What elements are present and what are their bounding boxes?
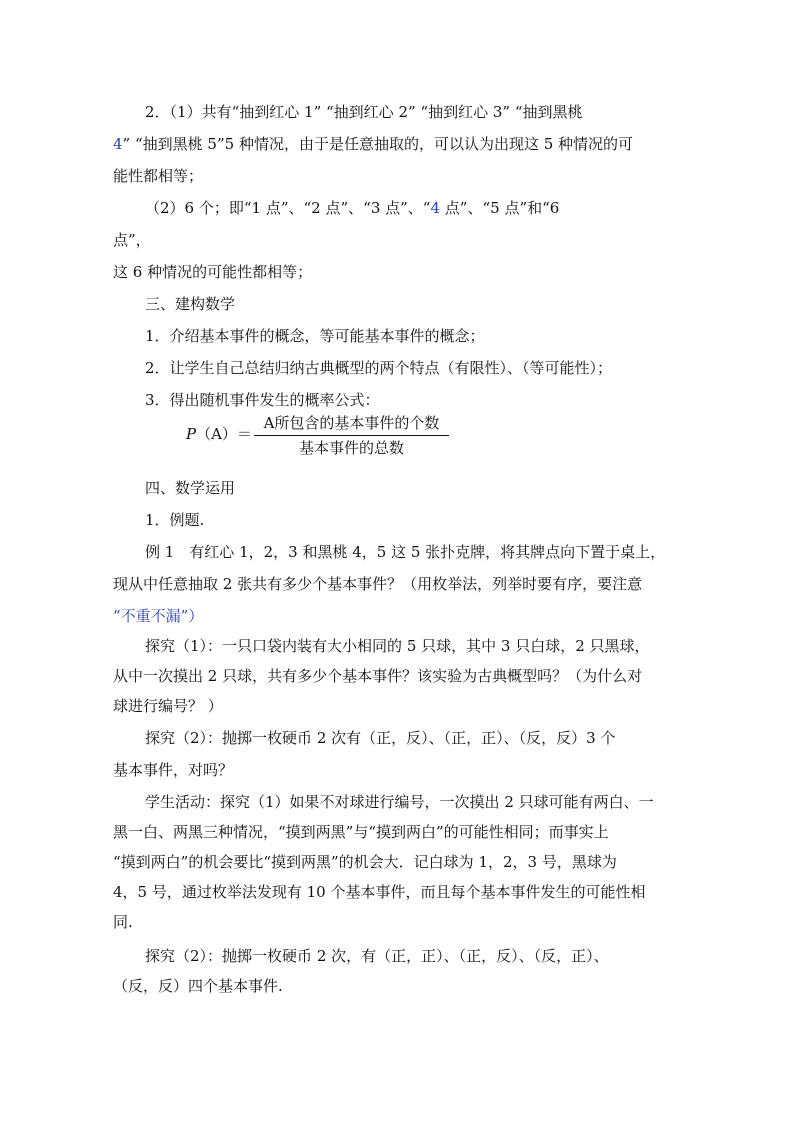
section-4-sub: 1．例题.: [145, 511, 205, 529]
explore-2b-line-1: 探究（2）：抛掷一枚硬币 2 次，有（正，正）、（正，反）、（反，正）、: [145, 947, 609, 965]
explore-2-line-1: 探究（2）：抛掷一枚硬币 2 次有（正，反）、（正，正）、（反，反）3 个: [145, 729, 616, 747]
sub2-text-a: （2）6 个；即“1 点”、“2 点”、“3 点”、“: [145, 199, 431, 217]
blue-number: 4: [113, 135, 123, 153]
activity-line-2: 黑一白、两黑三种情况，“摸到两黑”与“摸到两白”的可能性相同；而事实上: [113, 823, 609, 841]
formula-denominator: 基本事件的总数: [298, 439, 404, 457]
explore-2-line-2: 基本事件，对吗？: [113, 761, 234, 779]
item-2-sub2-line-2: 点”，: [113, 231, 151, 249]
formula-fraction: [254, 412, 449, 459]
activity-line-1: 学生活动：探究（1）如果不对球进行编号，一次摸出 2 只球可能有两白、一: [145, 793, 654, 811]
sub2-text-b: 点”、“5 点”和“6: [440, 199, 560, 217]
explore-1-line-1: 探究（1）：一只口袋内装有大小相同的 5 只球，其中 3 只白球，2 只黑球，: [145, 637, 650, 655]
probability-formula: [186, 412, 486, 460]
fraction-bar: [254, 435, 449, 436]
blue-number: 4: [430, 199, 441, 217]
explore-1-line-3: 球进行编号？ ）: [113, 697, 223, 715]
section-heading-3: 三、建构数学: [145, 295, 236, 313]
item-2-line-2-text: ” “抽到黑桃 5”5 种情况，由于是任意抽取的，可以认为出现这 5 种情况的可: [122, 135, 634, 153]
formula-lhs: [186, 422, 252, 446]
example-1-line-1: 例 1 有红心 1，2，3 和黑桃 4，5 这 5 张扑克牌，将其牌点向下置于桌上，: [145, 543, 666, 561]
section-3-item-3: 3．得出随机事件发生的概率公式：: [145, 391, 380, 409]
section-heading-4: 四、数学运用: [145, 479, 236, 497]
activity-line-3: “摸到两白”的机会要比“摸到两黑”的机会大．记白球为 1，2，3 号，黑球为: [113, 853, 617, 871]
example-1-line-2: 现从中任意抽取 2 张共有多少个基本事件？（用枚举法，列举时要有序，要注意: [113, 575, 643, 593]
activity-line-5: 同.: [113, 913, 133, 931]
formula-numerator: A所包含的基本事件的个数: [263, 414, 440, 432]
formula-p: P: [186, 425, 197, 443]
item-2-sub2-line-1: [145, 192, 720, 224]
section-3-item-2: 2．让学生自己总结归纳古典概型的两个特点（有限性）、（等可能性）；: [145, 359, 613, 377]
explore-2b-line-2: （反，反）四个基本事件.: [113, 977, 283, 995]
item-2-line-3: 能性都相等；: [113, 167, 204, 185]
activity-line-4: 4，5 号，通过枚举法发现有 10 个基本事件，而且每个基本事件发生的可能性相: [113, 883, 646, 901]
item-2-line-2: [113, 128, 688, 160]
explore-1-line-2: 从中一次摸出 2 只球，共有多少个基本事件？该实验为古典概型吗？（为什么对: [113, 667, 643, 685]
formula-lhs-rest: （A）＝: [196, 425, 252, 443]
item-2-line-1: 2．（1）共有“抽到红心 1” “抽到红心 2” “抽到红心 3” “抽到黑桃: [145, 103, 583, 121]
section-3-item-1: 1．介绍基本事件的概念，等可能基本事件的概念；: [145, 327, 485, 345]
example-1-line-3: “不重不漏”）: [113, 607, 204, 625]
item-2-sub2-line-3: 这 6 种情况的可能性都相等；: [113, 263, 313, 281]
